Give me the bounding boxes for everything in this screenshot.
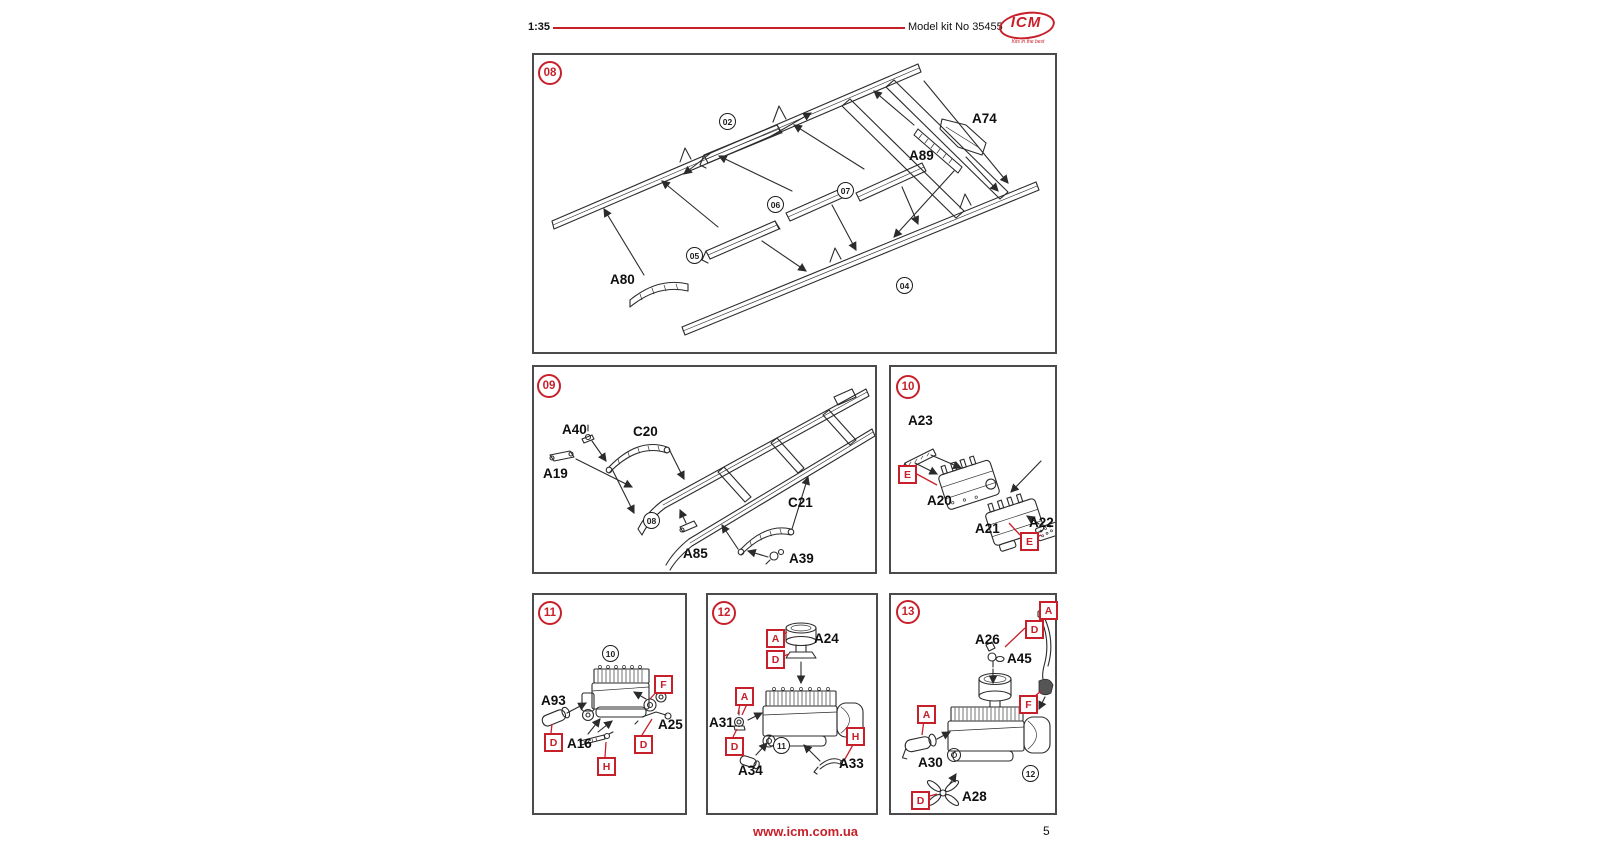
part-a80 [630,282,688,307]
assembly-arrows [576,441,808,557]
part-a19 [550,451,574,461]
part-label-a74: A74 [972,111,997,126]
part-label-a30: A30 [918,755,943,770]
part-spring-c20 [606,445,670,474]
step-13-panel [889,593,1057,815]
part-label-a16: A16 [567,736,592,751]
step-ref-10: 10 [602,645,619,662]
assembly-arrows [915,455,1041,524]
paint-callout-h: H [597,757,616,776]
chassis-rail-right [682,182,1039,335]
part-spring-c21 [738,528,794,555]
part-label-a24: A24 [814,631,839,646]
engine-block [582,666,649,721]
assembly-arrows [567,692,646,734]
part-label-a85: A85 [683,546,708,561]
step-11-panel [532,593,687,815]
step-number-badge: 08 [538,61,562,85]
paint-callout-d: D [544,733,563,752]
part-label-c20: C20 [633,424,658,439]
step-ref-05: 05 [686,247,703,264]
step-ref-12: 12 [1022,765,1039,782]
part-crossmember-05 [702,221,780,263]
part-label-a33: A33 [839,756,864,771]
step-number-badge: 13 [896,600,920,624]
step09-springs-drawing [534,367,875,572]
part-label-a23: A23 [908,413,933,428]
step-09-panel [532,365,877,574]
paint-callout-d: D [911,791,930,810]
part-label-a25: A25 [658,717,683,732]
step-ref-11: 11 [773,737,790,754]
step-number-badge: 10 [896,375,920,399]
part-label-a34: A34 [738,763,763,778]
part-a28-fan [926,779,960,808]
paint-callout-d: D [766,650,785,669]
icm-logo [998,10,1056,46]
paint-callout-d: D [1025,620,1044,639]
page-number: 5 [1043,824,1050,838]
step-ref-02: 02 [719,113,736,130]
paint-callout-d: D [725,737,744,756]
paint-callout-a: A [1039,601,1058,620]
logo-tagline: Kits in the best [1011,39,1045,45]
part-label-a31: A31 [709,715,734,730]
part-label-a21: A21 [975,521,1000,536]
engine-block [948,707,1051,762]
part-a93-starter [541,706,572,727]
step-10-panel [889,365,1057,574]
part-label-a80: A80 [610,272,635,287]
part-a85 [680,521,697,532]
part-label-c21: C21 [788,495,813,510]
paint-callout-a: A [917,705,936,724]
part-label-a40: A40 [562,422,587,437]
scale-label: 1:35 [528,21,551,33]
part-a24-air-cleaner [786,623,816,658]
part-label-a89: A89 [909,148,934,163]
kit-number: Model kit No 35455 [908,21,1003,33]
header-rule [553,27,905,29]
step-ref-08: 08 [643,512,660,529]
part-label-a26: A26 [975,632,1000,647]
part-label-a28: A28 [962,789,987,804]
step-08-panel [532,53,1057,354]
part-label-a22: A22 [1029,515,1054,530]
paint-callout-a: A [735,687,754,706]
air-cleaner [979,674,1011,708]
step-ref-04: 04 [896,277,913,294]
part-a39 [766,550,784,565]
chassis-frame [638,389,875,570]
paint-callout-h: H [846,727,865,746]
paint-callout-e: E [1020,532,1039,551]
part-label-a45: A45 [1007,651,1032,666]
step-ref-07: 07 [837,182,854,199]
paint-callout-a: A [766,629,785,648]
paint-callout-f: F [654,675,673,694]
website-link[interactable]: www.icm.com.ua [753,824,858,839]
part-label-a20: A20 [927,493,952,508]
part-label-a93: A93 [541,693,566,708]
assembly-arrows [604,81,1008,275]
step12-engine-drawing [708,595,876,813]
step-12-panel [706,593,878,815]
part-label-a19: A19 [543,466,568,481]
part-crossmember-02 [700,125,782,168]
logo-brand-text: ICM [1010,14,1042,31]
step-ref-06: 06 [767,196,784,213]
paint-callout-d: D [634,735,653,754]
step-number-badge: 09 [537,374,561,398]
paint-callout-e: E [898,465,917,484]
part-label-a39: A39 [789,551,814,566]
part-crossmember-07 [856,163,926,201]
step-number-badge: 12 [712,601,736,625]
step08-chassis-drawing [534,55,1055,352]
paint-callout-f: F [1019,695,1038,714]
step-number-badge: 11 [538,601,562,625]
hose-boot [1039,679,1053,695]
